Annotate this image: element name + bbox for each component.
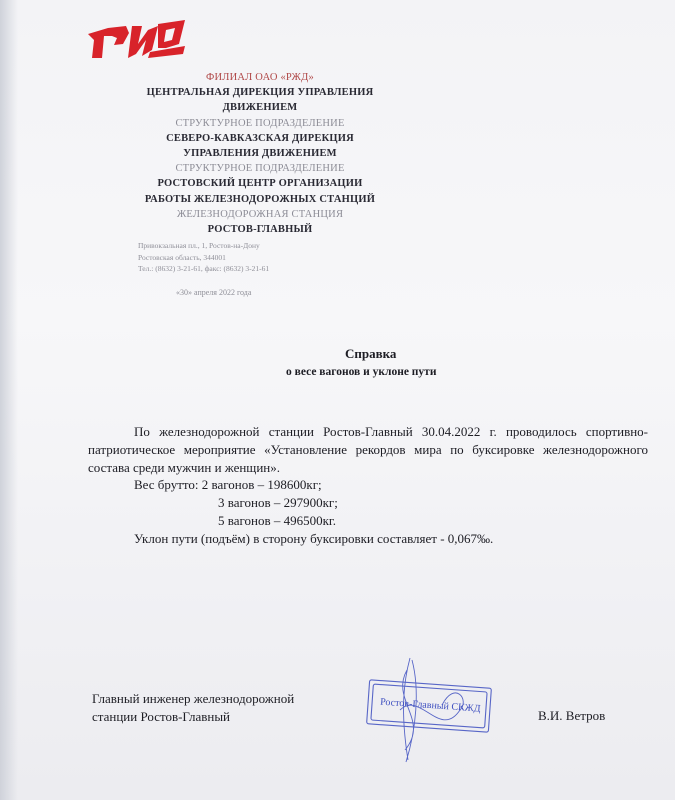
- document-body: [88, 423, 648, 548]
- weight-value: 3 вагонов – 297900кг;: [218, 495, 338, 511]
- letter-date: «30» апреля 2022 года: [176, 288, 252, 297]
- letterhead-line: ДВИЖЕНИЕМ: [222, 102, 298, 114]
- letterhead-line: РОСТОВ-ГЛАВНЫЙ: [207, 224, 313, 236]
- svg-text:Ростов-Главный СКЖД: Ростов-Главный СКЖД: [379, 696, 481, 715]
- document-subtitle: о весе вагонов и уклоне пути: [286, 366, 437, 378]
- letterhead-line: СЕВЕРО-КАВКАЗСКАЯ ДИРЕКЦИЯ: [166, 132, 354, 144]
- address-line: Ростовская область, 344001: [138, 252, 226, 262]
- position-line: Главный инженер железнодорожной: [92, 691, 295, 706]
- weight-line: [88, 512, 648, 530]
- weight-line: [88, 476, 648, 494]
- letterhead-line: СТРУКТУРНОЕ ПОДРАЗДЕЛЕНИЕ: [175, 117, 345, 129]
- official-stamp: [360, 650, 510, 770]
- letterhead-line: ЦЕНТРАЛЬНАЯ ДИРЕКЦИЯ УПРАВЛЕНИЯ: [146, 87, 374, 99]
- letterhead-line: ФИЛИАЛ ОАО «РЖД»: [206, 72, 314, 83]
- letterhead-line: УПРАВЛЕНИЯ ДВИЖЕНИЕМ: [183, 148, 337, 160]
- weight-value: 2 вагонов – 198600кг;: [201, 477, 322, 493]
- letterhead-line: РАБОТЫ ЖЕЛЕЗНОДОРОЖНЫХ СТАНЦИЙ: [144, 193, 376, 205]
- letterhead-line: РОСТОВСКИЙ ЦЕНТР ОРГАНИЗАЦИИ: [157, 178, 363, 190]
- letterhead-block: [60, 70, 460, 237]
- signatory-name: В.И. Ветров: [538, 708, 606, 723]
- rzd-logo: [86, 14, 186, 58]
- slope-line: Уклон пути (подъём) в сторону буксировки составляет - 0,067‰.: [134, 530, 494, 546]
- address-line: Привокзальная пл., 1, Ростов-на-Дону: [138, 241, 260, 250]
- document-title: Справка: [345, 346, 397, 361]
- event-paragraph: По железнодорожной станции Ростов-Главный 30.04.2022 г. проводилось спортивно-патриотическое мероприятие «Установление рекордов мира по буксировке железнодорожного состава среди мужчин и женщин».: [88, 424, 648, 475]
- address-line: Тел.: (8632) 3-21-61, факс: (8632) 3-21-61: [138, 264, 270, 273]
- signatory-position: [92, 690, 294, 726]
- weight-line: [88, 494, 648, 512]
- weight-label: Вес брутто:: [134, 477, 199, 493]
- letterhead-line: СТРУКТУРНОЕ ПОДРАЗДЕЛЕНИЕ: [175, 163, 345, 175]
- position-line: станции Ростов-Главный: [92, 709, 231, 724]
- weight-value: 5 вагонов – 496500кг.: [218, 512, 337, 528]
- letterhead-line: ЖЕЛЕЗНОДОРОЖНАЯ СТАНЦИЯ: [176, 208, 344, 220]
- letterhead-address: [138, 240, 269, 275]
- page-edge-shadow: [0, 0, 18, 800]
